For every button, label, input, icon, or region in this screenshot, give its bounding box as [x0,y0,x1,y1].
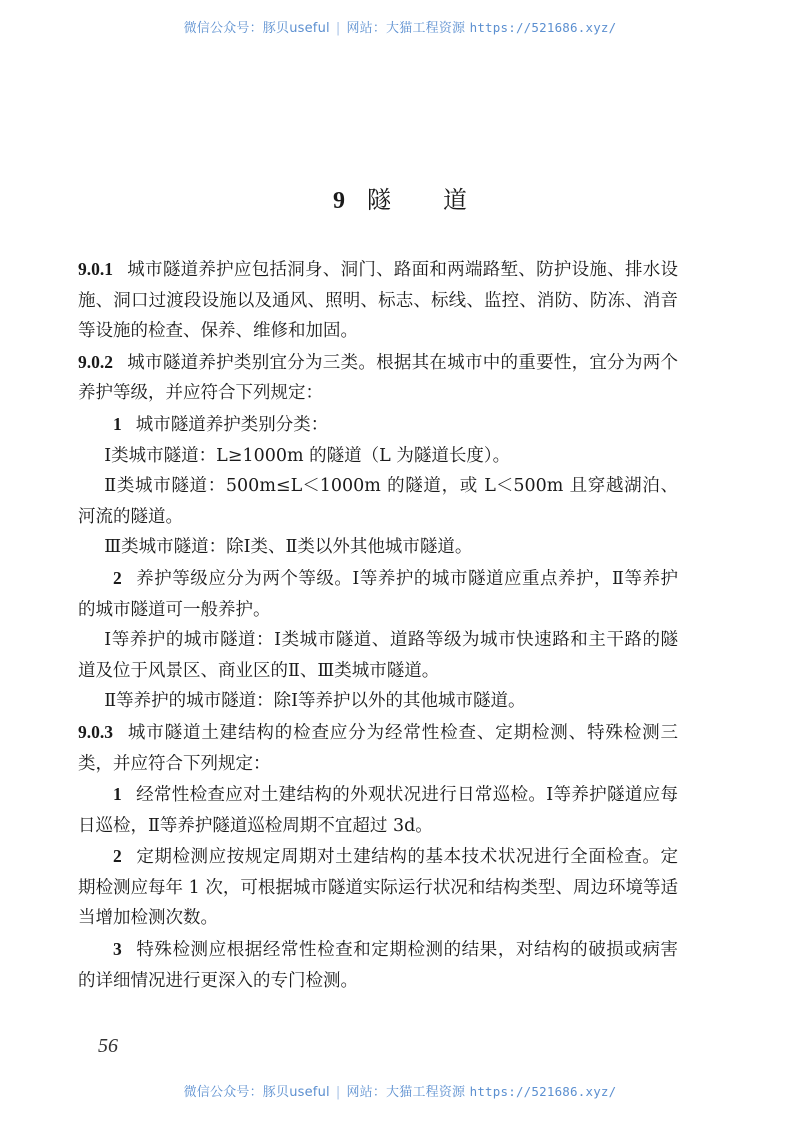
clause-9-0-3 [78,717,678,779]
clause-number: 9.0.2 [78,351,113,372]
sub-item: Ⅰ类城市隧道：L≥1000m 的隧道（L 为隧道长度）。 [104,445,511,466]
watermark-separator: | [335,1085,341,1100]
watermark-bottom [0,1081,800,1100]
chapter-title-char-1: 隧 [367,186,391,214]
clause-text: 城市隧道养护应包括洞身、洞门、路面和两端路堑、防护设施、排水设施、洞口过渡段设施以及通风、照明、标志、标线、监控、消防、防冻、消音等设施的检查、保养、维修和加固。 [78,260,678,342]
item-number: 2 [113,846,122,867]
watermark-separator: | [335,21,341,36]
item-text: 养护等级应分为两个等级。Ⅰ等养护的城市隧道应重点养护，Ⅱ等养护的城市隧道可一般养护。 [78,568,678,620]
clause-9-0-2 [78,347,678,409]
item-number: 1 [113,784,122,805]
watermark-url[interactable]: https://521686.xyz/ [469,1084,617,1099]
watermark-top [0,17,800,36]
watermark-site: 网站：大猫工程资源 [346,21,466,36]
item-number: 3 [113,939,122,960]
chapter-number: 9 [333,188,345,214]
watermark-wechat: 微信公众号：豚贝useful [183,1085,330,1100]
sub-item: Ⅲ类城市隧道：除Ⅰ类、Ⅱ类以外其他城市隧道。 [104,537,473,558]
item-text: 特殊检测应根据经常性检查和定期检测的结果，对结构的破损或病害的详细情况进行更深入的专门检测。 [78,940,678,991]
watermark-wechat: 微信公众号：豚贝useful [183,21,330,36]
document-body [78,254,678,996]
chapter-title [0,180,800,215]
item-text: 定期检测应按规定周期对土建结构的基本技术状况进行全面检查。定期检测应每年 1 次，可根据城市隧道实际运行状况和结构类型、周边环境等适当增加检测次数。 [78,847,678,929]
item-number: 2 [113,567,122,588]
clause-9-0-1 [78,254,678,347]
clause-number: 9.0.3 [78,721,113,742]
item-number: 1 [113,413,122,434]
watermark-url[interactable]: https://521686.xyz/ [469,20,617,35]
clause-item [78,563,678,625]
page-number: 56 [98,1035,118,1057]
chapter-title-char-2: 道 [443,186,467,214]
sub-item: Ⅱ类城市隧道：500m≤L＜1000m 的隧道，或 L＜500m 且穿越湖泊、河流的隧道。 [78,476,678,527]
clause-text: 城市隧道土建结构的检查应分为经常性检查、定期检测、特殊检测三类，并应符合下列规定： [78,722,678,774]
sub-item: Ⅰ等养护的城市隧道：Ⅰ类城市隧道、道路等级为城市快速路和主干路的隧道及位于风景区、商业区的Ⅱ、Ⅲ类城市隧道。 [78,630,678,681]
item-text: 经常性检查应对土建结构的外观状况进行日常巡检。Ⅰ等养护隧道应每日巡检，Ⅱ等养护隧道巡检周期不宜超过 3d。 [78,785,678,836]
watermark-site: 网站：大猫工程资源 [346,1085,466,1100]
clause-item [78,934,678,996]
clause-item [78,779,678,841]
clause-item [78,409,678,441]
clause-item [78,841,678,934]
clause-text: 城市隧道养护类别宜分为三类。根据其在城市中的重要性，宜分为两个养护等级，并应符合下列规定： [78,352,678,404]
item-text: 城市隧道养护类别分类： [135,414,329,435]
clause-number: 9.0.1 [78,259,113,279]
sub-item: Ⅱ等养护的城市隧道：除Ⅰ等养护以外的其他城市隧道。 [104,691,526,712]
